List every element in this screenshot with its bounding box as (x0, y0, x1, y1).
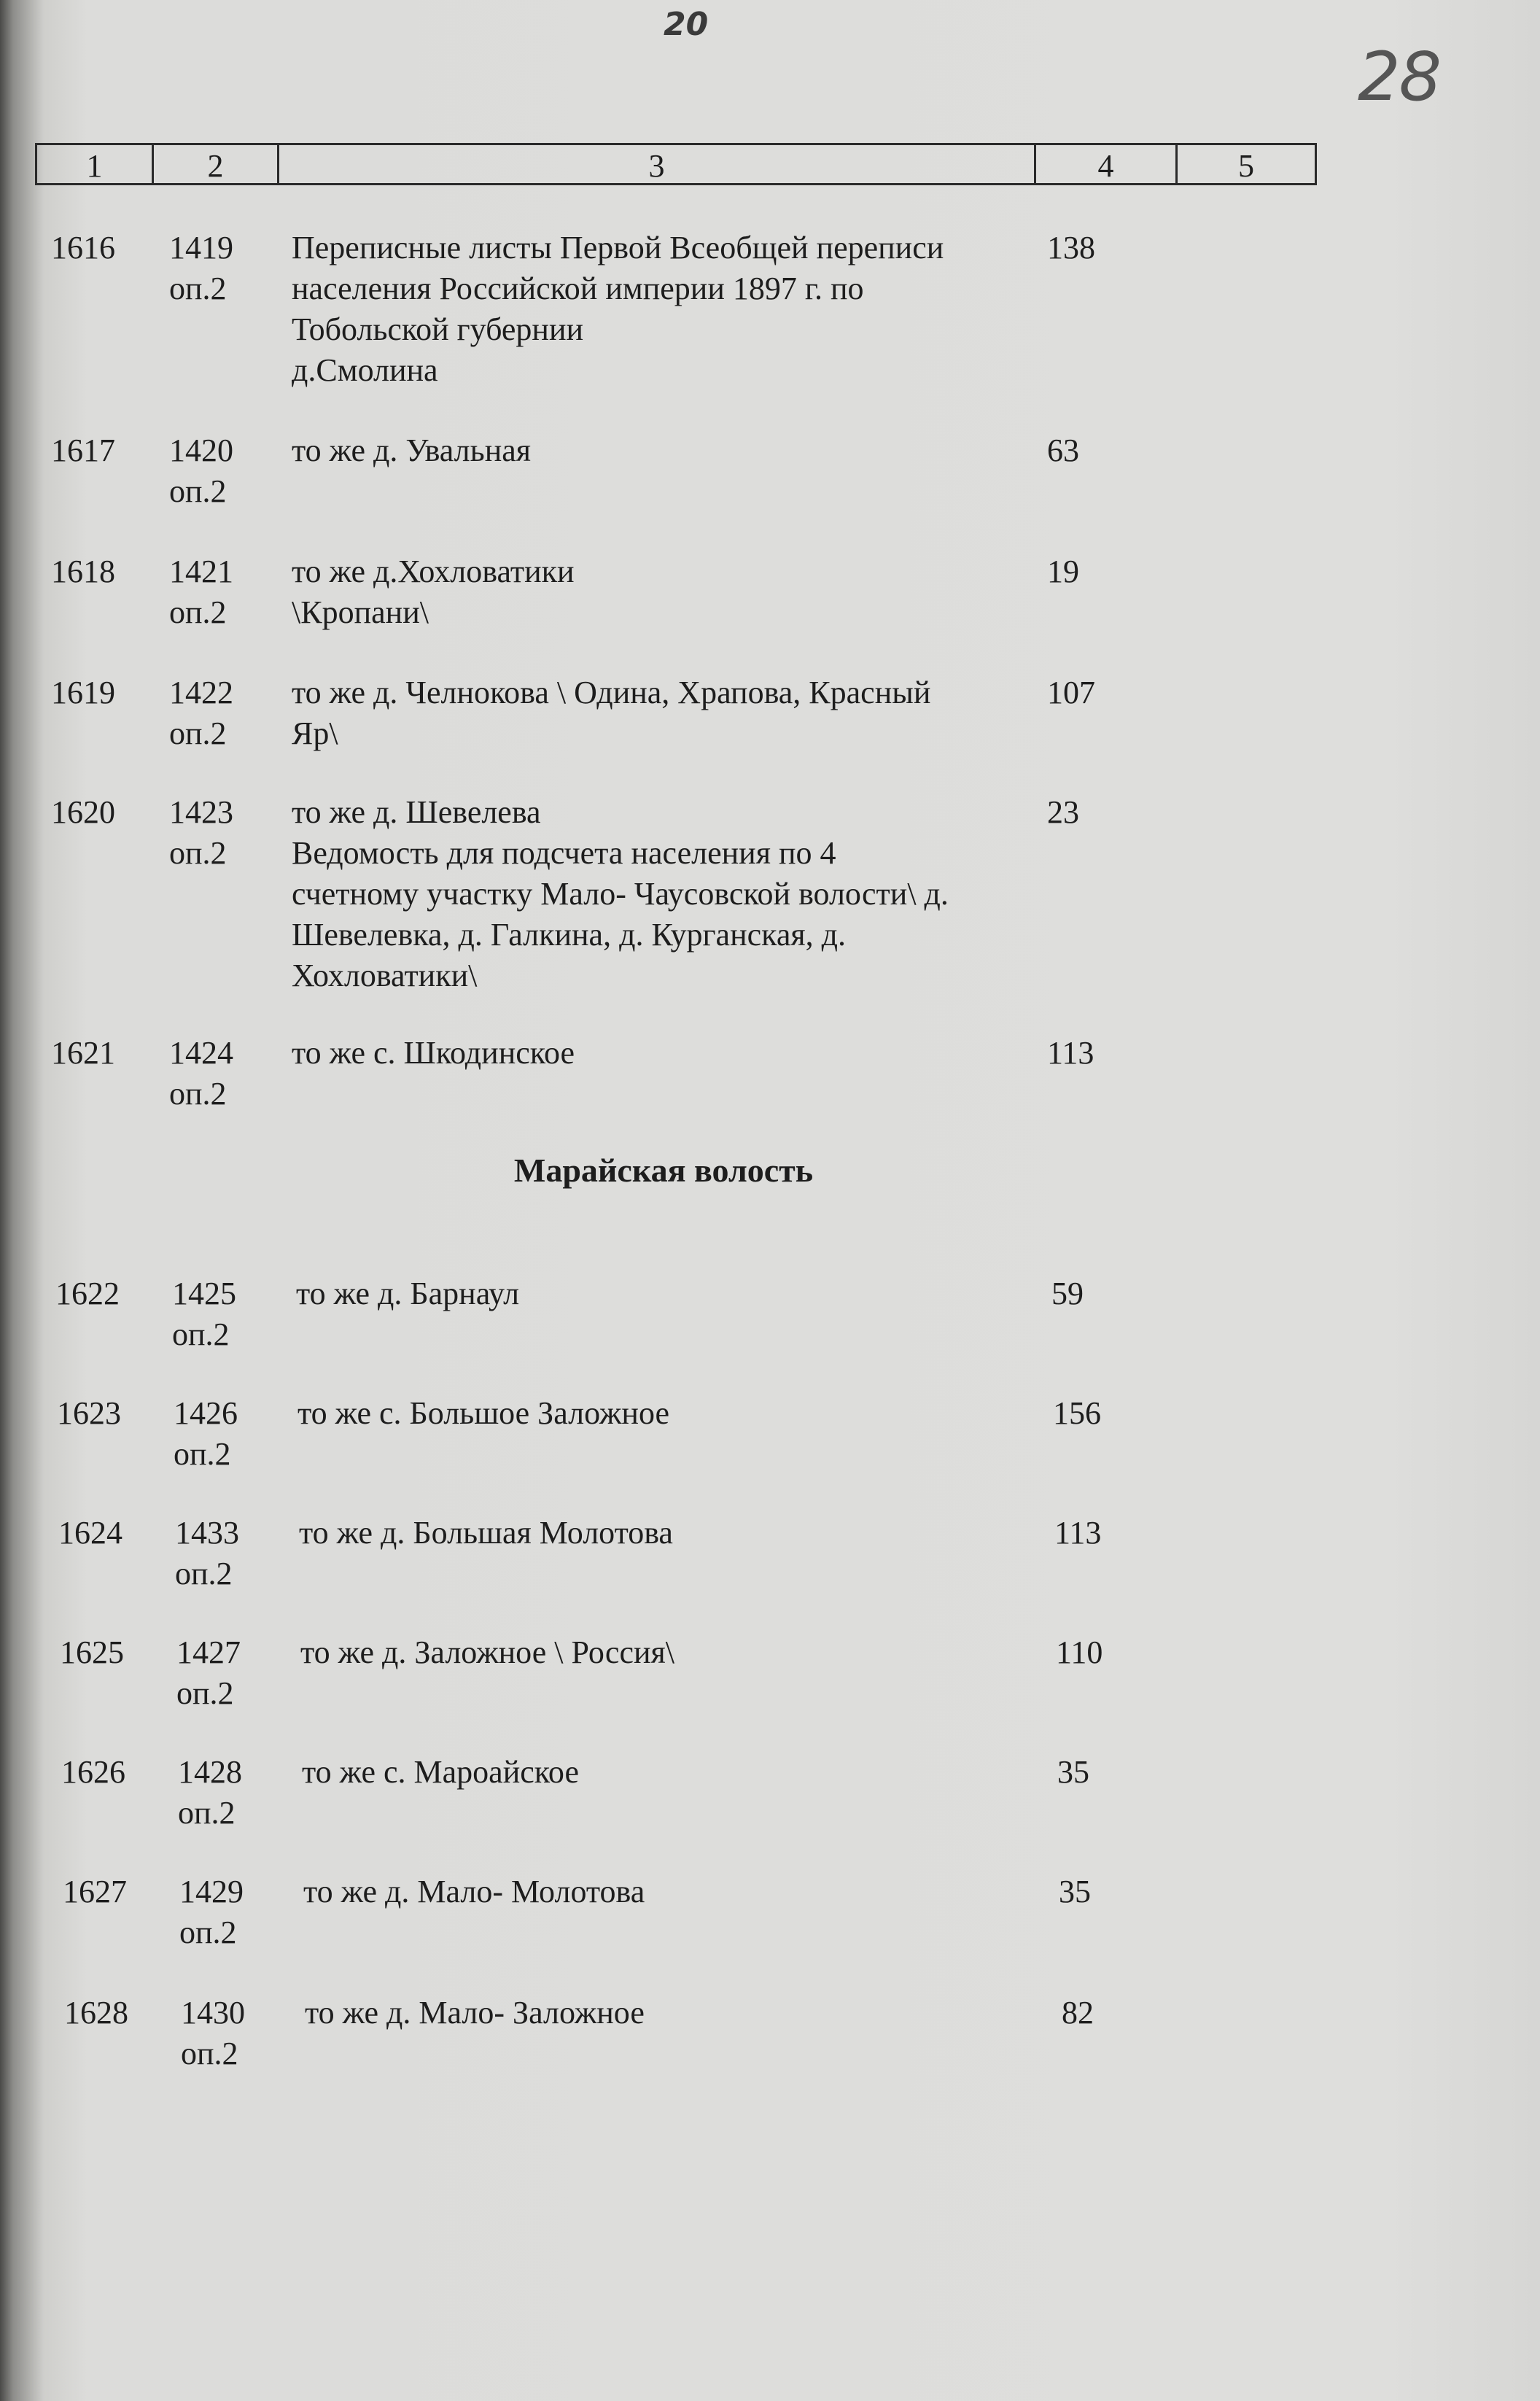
desc-line: \Кропани\ (292, 594, 429, 630)
file-id: 1427 (176, 1634, 241, 1670)
row-number: 1618 (51, 554, 115, 589)
row-description (302, 1752, 1038, 1793)
file-number (172, 1273, 274, 1355)
file-id: 1422 (169, 675, 233, 710)
file-number (169, 430, 271, 512)
row-description (292, 1033, 1028, 1074)
column-header-table (35, 143, 1317, 185)
row-number: 1625 (60, 1634, 124, 1670)
desc-line: то же д.Хохловатики (292, 554, 575, 589)
desc-line: то же с. Большое Заложное (298, 1395, 670, 1431)
inventory-id: оп.2 (169, 835, 227, 871)
row-number: 1628 (64, 1995, 128, 2030)
row-description (292, 551, 1028, 633)
sheet-count: 138 (1047, 230, 1095, 265)
file-id: 1423 (169, 794, 233, 830)
sheet-count: 82 (1062, 1995, 1094, 2030)
row-description (299, 1513, 1035, 1554)
desc-line: Ведомость для подсчета населения по 4 (292, 835, 836, 871)
file-id: 1430 (181, 1995, 245, 2030)
row-description (300, 1632, 1037, 1673)
inventory-id: оп.2 (178, 1795, 236, 1831)
inventory-id: оп.2 (169, 1076, 227, 1112)
desc-line: то же с. Шкодинское (292, 1035, 575, 1071)
file-number (178, 1752, 280, 1834)
file-id: 1424 (169, 1035, 233, 1071)
desc-line: то же с. Мароайское (302, 1754, 579, 1790)
row-description (298, 1393, 1034, 1434)
row-number: 1624 (58, 1515, 122, 1551)
row-number: 1617 (51, 433, 115, 468)
row-number: 1620 (51, 794, 115, 830)
handwritten-page-number: 20 (664, 6, 709, 43)
file-number (169, 551, 271, 633)
inventory-id: оп.2 (169, 594, 227, 630)
row-description (292, 430, 1028, 471)
file-id: 1429 (179, 1874, 244, 1909)
sheet-count: 35 (1059, 1874, 1091, 1909)
inventory-id: оп.2 (174, 1436, 231, 1472)
inventory-id: оп.2 (172, 1316, 230, 1352)
inventory-id: оп.2 (169, 271, 227, 306)
desc-line: Шевелевка, д. Галкина, д. Курганская, д. (292, 917, 847, 953)
desc-line: то же д. Мало- Молотова (303, 1874, 645, 1909)
file-number (181, 1993, 283, 2074)
column-header-1: 1 (37, 145, 154, 183)
row-number: 1621 (51, 1035, 115, 1071)
desc-line: то же д. Большая Молотова (299, 1515, 673, 1551)
desc-line: Тобольской губернии (292, 311, 584, 347)
file-id: 1426 (174, 1395, 238, 1431)
row-description (292, 228, 1028, 391)
inventory-id: оп.2 (181, 2036, 238, 2071)
sheet-count: 23 (1047, 794, 1079, 830)
file-id: 1421 (169, 554, 233, 589)
file-id: 1420 (169, 433, 233, 468)
desc-line: то же д. Барнаул (296, 1276, 520, 1311)
desc-line: то же д. Челнокова \ Одина, Храпова, Красный (292, 675, 931, 710)
file-id: 1425 (172, 1276, 236, 1311)
file-number (179, 1871, 281, 1953)
sheet-count: 156 (1053, 1395, 1101, 1431)
desc-line: то же д. Заложное \ Россия\ (300, 1634, 674, 1670)
desc-line: Яр\ (292, 715, 338, 751)
column-header-3: 3 (279, 145, 1036, 183)
desc-line: населения Российской империи 1897 г. по (292, 271, 864, 306)
file-id: 1433 (175, 1515, 239, 1551)
inventory-id: оп.2 (179, 1915, 237, 1950)
file-number (174, 1393, 276, 1475)
sheet-count: 110 (1056, 1634, 1103, 1670)
row-number: 1616 (51, 230, 115, 265)
desc-line: Переписные листы Первой Всеобщей переписи (292, 230, 944, 265)
file-number (175, 1513, 277, 1594)
file-id: 1419 (169, 230, 233, 265)
file-number (169, 792, 271, 874)
row-description (292, 792, 1028, 996)
sheet-count: 35 (1057, 1754, 1089, 1790)
row-number: 1626 (61, 1754, 125, 1790)
file-number (169, 228, 271, 309)
inventory-id: оп.2 (175, 1556, 233, 1591)
file-number (169, 672, 271, 754)
row-description (305, 1993, 1041, 2033)
row-number: 1619 (51, 675, 115, 710)
inventory-id: оп.2 (176, 1675, 234, 1711)
section-heading: Марайская волость (513, 1152, 814, 1189)
file-id: 1428 (178, 1754, 242, 1790)
row-description (292, 672, 1028, 754)
sheet-count: 113 (1054, 1515, 1102, 1551)
desc-line: то же д. Увальная (292, 433, 532, 468)
sheet-count: 19 (1047, 554, 1079, 589)
desc-line: Хохловатики\ (292, 958, 478, 993)
row-number: 1623 (57, 1395, 121, 1431)
row-description (296, 1273, 1032, 1314)
handwritten-folio-number: 28 (1358, 38, 1441, 116)
column-header-5: 5 (1238, 147, 1254, 184)
file-number (169, 1033, 271, 1114)
column-header-2: 2 (154, 145, 279, 183)
sheet-count: 63 (1047, 433, 1079, 468)
sheet-count: 59 (1051, 1276, 1084, 1311)
sheet-count: 107 (1047, 675, 1095, 710)
desc-line: счетному участку Мало- Чаусовской волости\ д. (292, 876, 949, 912)
desc-line: д.Смолина (292, 352, 438, 388)
inventory-id: оп.2 (169, 473, 227, 509)
row-description (303, 1871, 1040, 1912)
column-header-4: 4 (1036, 145, 1178, 183)
sheet-count: 113 (1047, 1035, 1094, 1071)
file-number (176, 1632, 279, 1714)
row-number: 1627 (63, 1874, 127, 1909)
inventory-id: оп.2 (169, 715, 227, 751)
desc-line: то же д. Мало- Заложное (305, 1995, 645, 2030)
row-number: 1622 (55, 1276, 120, 1311)
desc-line: то же д. Шевелева (292, 794, 541, 830)
